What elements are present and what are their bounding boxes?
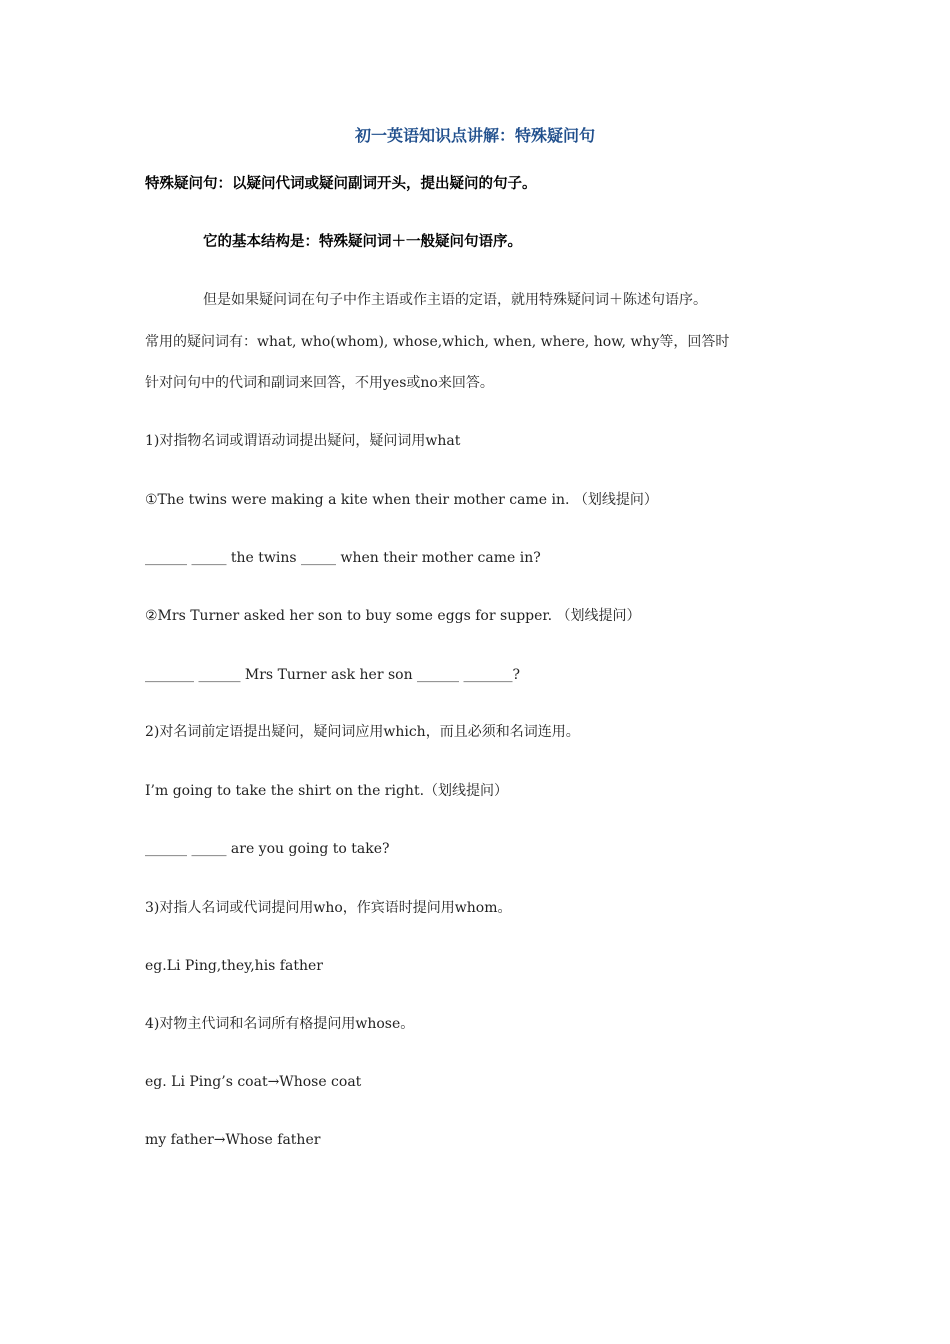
rule-4: 4)对物主代词和名词所有格提问用whose。: [145, 1016, 415, 1032]
definition-text: 特殊疑问句：以疑问代词或疑问副词开头，提出疑问的句子。: [145, 176, 537, 192]
paragraph-line-2: 常用的疑问词有：what, who(whom), whose,which, when, where, how, why等，回答时: [145, 334, 730, 350]
example-6: my father→Whose father: [145, 1132, 321, 1148]
example-3: I’m going to take the shirt on the right.（划线提问）: [145, 783, 509, 799]
rule-3: 3)对指人名词或代词提问用who，作宾语时提问用whom。: [145, 900, 512, 916]
example-3-blank: ______ _____ are you going to take?: [145, 841, 390, 857]
document-title: 初一英语知识点讲解：特殊疑问句: [354, 126, 595, 145]
rule-1: 1)对指物名词或谓语动词提出疑问，疑问词用what: [145, 433, 461, 449]
paragraph-line-3: 针对问句中的代词和副词来回答，不用yes或no来回答。: [145, 375, 494, 391]
structure-text: 它的基本结构是：特殊疑问词＋一般疑问句语序。: [203, 234, 522, 250]
example-1-blank: ______ _____ the twins _____ when their mother came in?: [145, 550, 541, 566]
example-2: ②Mrs Turner asked her son to buy some eggs for supper. （划线提问）: [145, 608, 641, 624]
rule-2: 2)对名词前定语提出疑问，疑问词应用which，而且必须和名词连用。: [145, 724, 580, 740]
paragraph-line-1: 但是如果疑问词在句子中作主语或作主语的定语，就用特殊疑问词＋陈述句语序。: [203, 292, 707, 308]
example-5: eg. Li Ping’s coat→Whose coat: [145, 1074, 362, 1090]
example-1: ①The twins were making a kite when their mother came in. （划线提问）: [145, 492, 658, 508]
example-2-blank: _______ ______ Mrs Turner ask her son ______ _______?: [145, 667, 520, 683]
example-4: eg.Li Ping,they,his father: [145, 958, 323, 974]
